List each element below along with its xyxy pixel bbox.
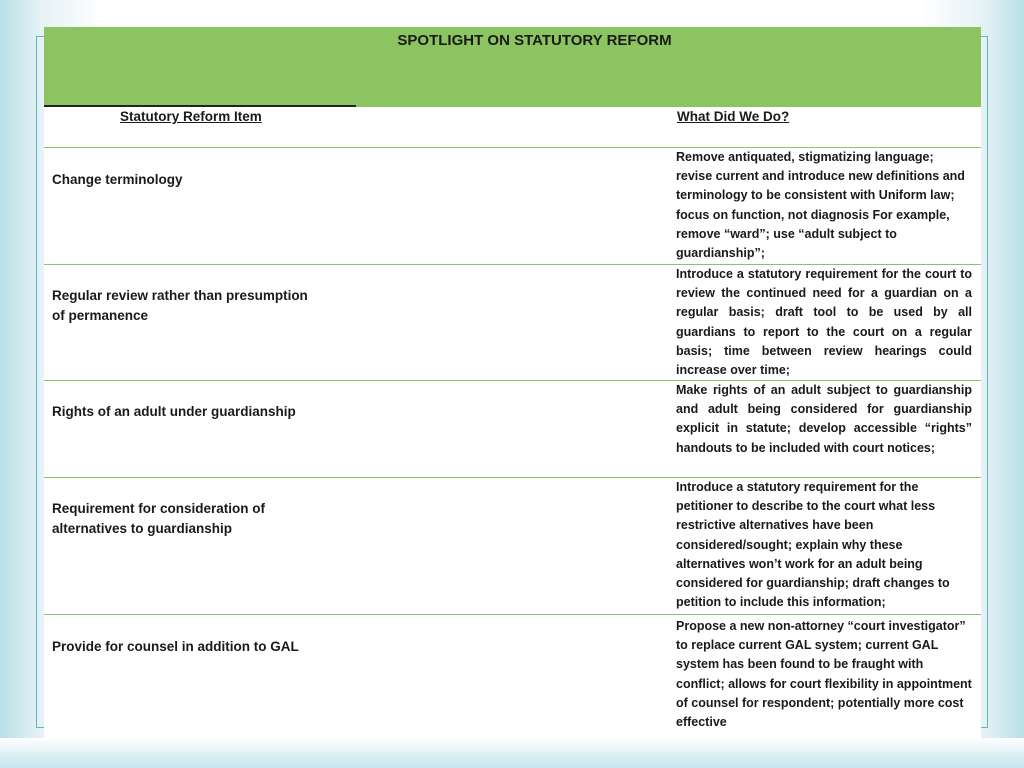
- table-row: [44, 265, 981, 381]
- page-title: SPOTLIGHT ON STATUTORY REFORM: [397, 32, 672, 49]
- reform-action: Introduce a statutory requirement for the court to review the continued need for a guardian on a regular basis; draft tool to be used by all guardians to report to the court on a regular basis; time between review hearings could increase over time;: [676, 267, 972, 378]
- reform-item: Regular review rather than presumption of permanence: [52, 288, 308, 323]
- column-header-row: [44, 107, 981, 148]
- reform-item: Provide for counsel in addition to GAL: [52, 639, 299, 654]
- slide-bottom-band: [0, 738, 1024, 768]
- slide-frame-right: [981, 36, 988, 728]
- reform-action: Introduce a statutory requirement for the petitioner to describe to the court what less restrictive alternatives have been considered/sought; explain why these alternatives won’t work for an adult being considered for guardianship; draft changes to petition to include this information;: [676, 480, 950, 610]
- reform-item: Rights of an adult under guardianship: [52, 404, 296, 419]
- reform-action: Remove antiquated, stigmatizing language; revise current and introduce new definitions and terminology to be consistent with Uniform law; focus on function, not diagnosis For example, remove “ward”; use “adult subject to guardianship”;: [676, 150, 965, 261]
- table-row: [44, 615, 981, 737]
- reform-table: [44, 107, 981, 737]
- table-row: [44, 381, 981, 478]
- table-row: [44, 148, 981, 265]
- reform-table-card: [44, 27, 981, 738]
- column-header-action: What Did We Do?: [677, 109, 790, 124]
- reform-item: Change terminology: [52, 172, 183, 187]
- table-header-band: [44, 27, 981, 107]
- reform-action: Make rights of an adult subject to guardianship and adult being considered for guardianship explicit in statute; develop accessible “rights” handouts to be included with court notices;: [676, 383, 972, 455]
- table-row: [44, 478, 981, 615]
- column-header-item: Statutory Reform Item: [120, 109, 262, 124]
- reform-item: Requirement for consideration of alternatives to guardianship: [52, 501, 266, 536]
- reform-action: Propose a new non-attorney “court investigator” to replace current GAL system; current GAL system has been found to be fraught with conflict; allows for court flexibility in appointment of counsel for respondent; potentially more cost effective: [676, 619, 972, 730]
